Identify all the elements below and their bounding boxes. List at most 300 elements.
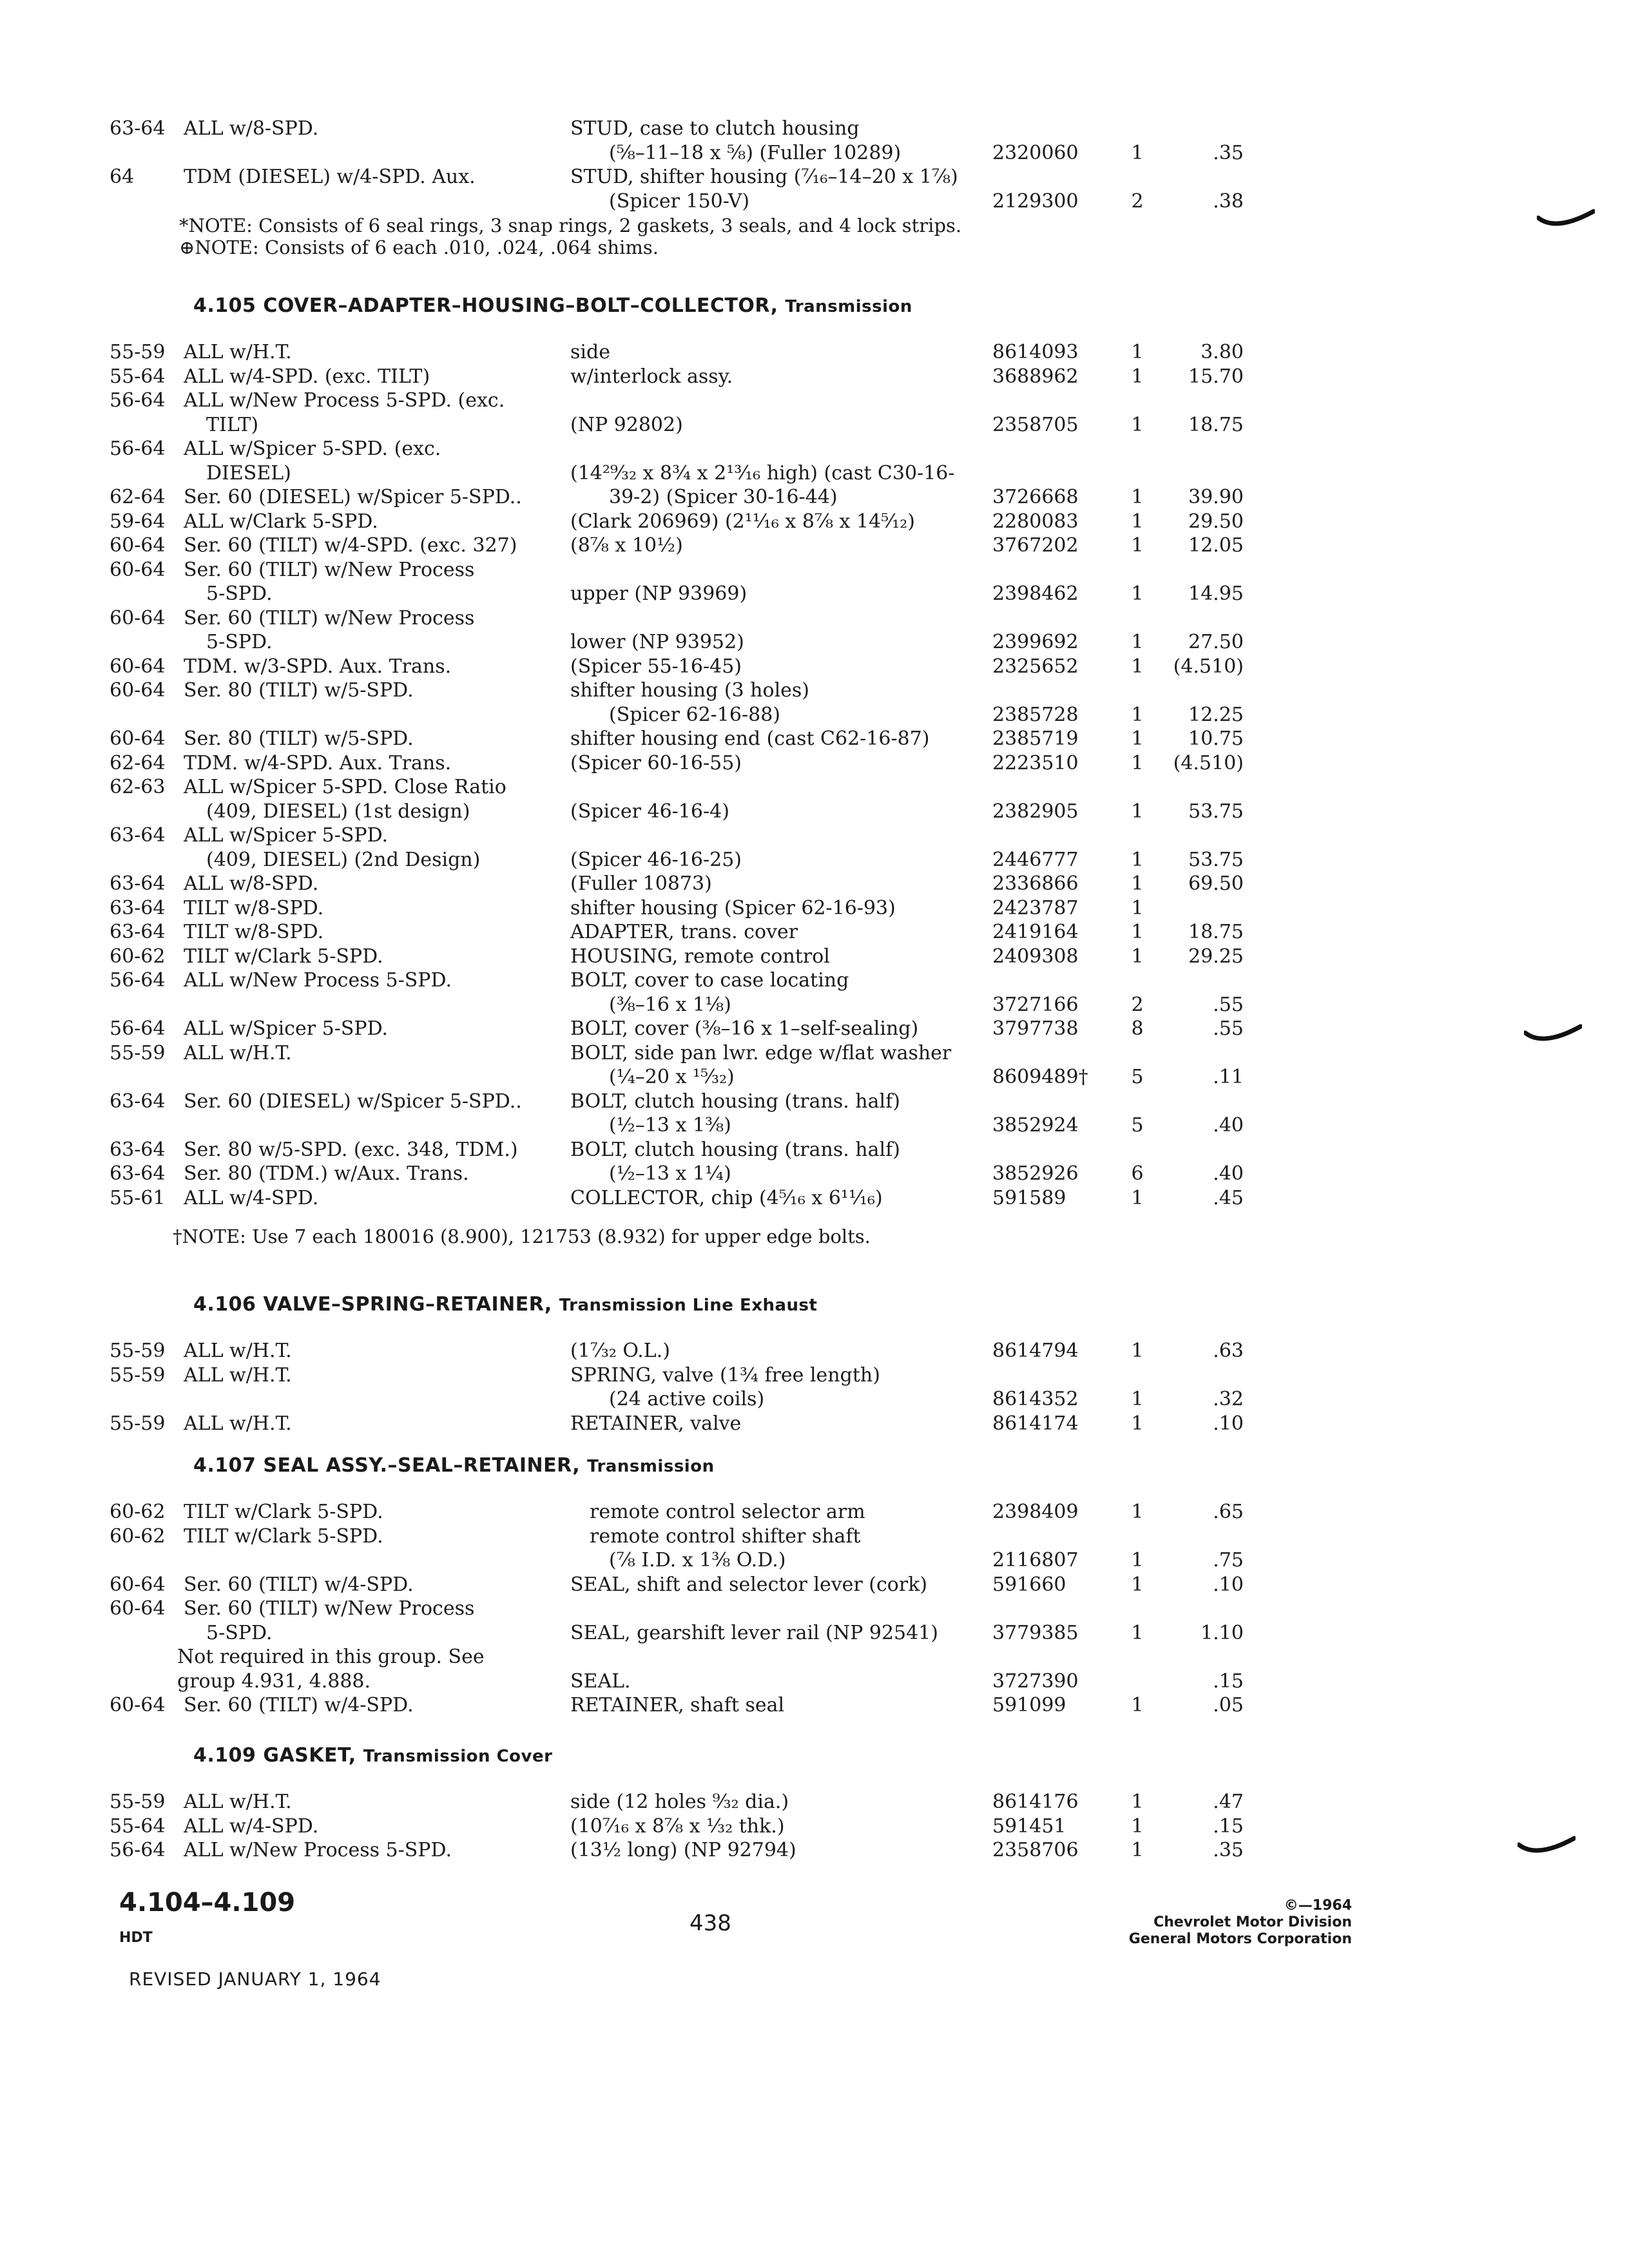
check-mark-icon	[1537, 206, 1595, 232]
price-cell: .35	[1213, 1839, 1244, 1861]
model-cell: group 4.931, 4.888.	[177, 1669, 371, 1693]
price-cell: 3.80	[1200, 341, 1244, 363]
description-cell: BOLT, clutch housing (trans. half)	[570, 1090, 900, 1113]
description-cell: (8⅞ x 10½)	[570, 534, 683, 557]
price-cell: .63	[1213, 1340, 1244, 1362]
quantity-cell: 2	[1131, 993, 1144, 1016]
model-cell: ALL w/8-SPD.	[184, 872, 319, 895]
years-cell: 63-64	[110, 1162, 166, 1185]
price-cell: 29.25	[1188, 945, 1244, 968]
model-cell: Ser. 60 (TILT) w/New Process	[184, 1597, 475, 1620]
years-cell: 55-59	[110, 1412, 166, 1435]
copyright-block	[1129, 1898, 1352, 1948]
model-cell: Not required in this group. See	[177, 1646, 485, 1668]
model-cell: 5-SPD.	[206, 631, 273, 653]
part-number-cell: 8614174	[992, 1412, 1079, 1435]
years-cell: 59-64	[110, 510, 166, 533]
quantity-cell: 1	[1131, 703, 1144, 726]
part-number-cell: 2398462	[992, 582, 1079, 605]
description-cell: (1⁷⁄₃₂ O.L.)	[570, 1340, 670, 1362]
table-row	[0, 847, 1629, 873]
table-row	[0, 189, 1629, 215]
years-cell: 62-63	[110, 776, 166, 798]
check-mark-icon	[1518, 1833, 1576, 1859]
model-cell: ALL w/H.T.	[184, 1340, 292, 1362]
table-row	[0, 1644, 1629, 1670]
years-cell: 55-61	[110, 1186, 166, 1209]
note-text: †NOTE: Use 7 each 180016 (8.900), 121753 (8.932) for upper edge bolts.	[173, 1225, 871, 1247]
years-cell: 60-62	[110, 1501, 166, 1523]
model-cell: TILT w/Clark 5-SPD.	[184, 1524, 383, 1548]
description-cell: (⅜–16 x 1⅛)	[609, 993, 731, 1016]
description-cell: (14²⁹⁄₃₂ x 8³⁄₄ x 2¹³⁄₁₆ high) (cast C30-16-	[570, 461, 955, 485]
price-cell: .38	[1213, 189, 1244, 213]
years-cell: 56-64	[110, 389, 166, 412]
description-cell: BOLT, cover (⅜–16 x 1–self-sealing)	[570, 1017, 919, 1040]
years-cell: 60-64	[110, 655, 166, 678]
description-cell: (½–13 x 1¼)	[609, 1162, 731, 1185]
part-number-cell: 8614093	[992, 341, 1079, 363]
part-number-cell: 3852926	[992, 1162, 1079, 1185]
price-cell: 29.50	[1188, 510, 1244, 533]
price-cell: .40	[1213, 1114, 1244, 1137]
model-cell: ALL w/H.T.	[184, 1791, 292, 1813]
table-row	[0, 388, 1629, 414]
model-cell: Ser. 80 (TDM.) w/Aux. Trans.	[184, 1162, 469, 1185]
model-cell: TILT w/Clark 5-SPD.	[184, 945, 383, 968]
table-row	[0, 629, 1629, 655]
description-cell: remote control shifter shaft	[590, 1524, 861, 1548]
quantity-cell: 1	[1131, 1839, 1144, 1861]
description-cell: ADAPTER, trans. cover	[570, 921, 798, 943]
table-row	[0, 1186, 1629, 1211]
table-row	[0, 751, 1629, 776]
part-number-cell: 3852924	[992, 1114, 1079, 1137]
quantity-cell: 1	[1131, 727, 1144, 750]
description-cell: (Clark 206969) (2¹¹⁄₁₆ x 8⅞ x 14⁵⁄₁₂)	[570, 510, 915, 533]
description-cell: BOLT, cover to case locating	[570, 969, 849, 992]
quantity-cell: 1	[1131, 341, 1144, 363]
quantity-cell: 6	[1131, 1162, 1144, 1185]
part-number-cell: 2325652	[992, 655, 1079, 678]
table-row	[0, 871, 1629, 897]
table-row	[0, 1596, 1629, 1622]
part-number-cell: 2382905	[992, 800, 1079, 823]
description-cell: (Spicer 62-16-88)	[609, 703, 780, 726]
part-number-cell: 8609489†	[992, 1066, 1088, 1088]
table-row	[0, 1838, 1629, 1863]
table-row	[0, 1524, 1629, 1550]
revised-date: REVISED JANUARY 1, 1964	[129, 1968, 381, 1990]
quantity-cell: 2	[1131, 189, 1144, 213]
quantity-cell: 1	[1131, 848, 1144, 871]
table-row	[0, 1016, 1629, 1042]
price-cell: 14.95	[1188, 582, 1244, 605]
section-heading	[193, 1453, 715, 1479]
table-row	[0, 533, 1629, 559]
price-cell: .45	[1213, 1186, 1244, 1209]
description-cell: (⅞ I.D. x 1⅜ O.D.)	[609, 1549, 786, 1571]
quantity-cell: 1	[1131, 1694, 1144, 1716]
quantity-cell: 1	[1131, 1412, 1144, 1435]
description-cell: upper (NP 93969)	[570, 582, 747, 605]
table-row	[0, 412, 1629, 438]
price-cell: .11	[1213, 1066, 1244, 1088]
model-cell: 5-SPD.	[206, 1621, 273, 1644]
quantity-cell: 1	[1131, 141, 1144, 164]
model-cell: ALL w/4-SPD.	[184, 1186, 319, 1209]
model-cell: Ser. 60 (TILT) w/4-SPD.	[184, 1573, 414, 1596]
model-cell: ALL w/H.T.	[184, 341, 292, 363]
years-cell: 60-64	[110, 679, 166, 702]
description-cell: (½–13 x 1⅜)	[609, 1114, 731, 1137]
check-mark-icon	[1524, 1021, 1582, 1047]
quantity-cell: 1	[1131, 1814, 1144, 1838]
section-subtitle: Transmission	[587, 1457, 715, 1476]
price-cell: .55	[1213, 1017, 1244, 1040]
description-cell: SEAL.	[570, 1669, 631, 1693]
description-cell: SEAL, shift and selector lever (cork)	[570, 1573, 928, 1596]
model-cell: ALL w/8-SPD.	[184, 117, 319, 140]
part-number-cell: 591589	[992, 1186, 1066, 1209]
section-heading	[193, 293, 912, 320]
model-cell: Ser. 80 (TILT) w/5-SPD.	[184, 679, 414, 702]
note-text: ⊕NOTE: Consists of 6 each .010, .024, .064 shims.	[179, 236, 659, 258]
model-cell: Ser. 60 (TILT) w/New Process	[184, 606, 475, 629]
model-cell: ALL w/Spicer 5-SPD.	[184, 1017, 389, 1040]
years-cell: 60-64	[110, 727, 166, 750]
section-title: 4.106 VALVE–SPRING–RETAINER,	[193, 1293, 552, 1316]
quantity-cell: 1	[1131, 1573, 1144, 1596]
part-number-cell: 2423787	[992, 896, 1079, 919]
table-row	[0, 364, 1629, 390]
model-cell: TILT w/Clark 5-SPD.	[184, 1501, 383, 1523]
part-number-cell: 2280083	[992, 510, 1079, 533]
price-cell: 53.75	[1188, 848, 1244, 871]
quantity-cell: 1	[1131, 534, 1144, 557]
part-number-cell: 2409308	[992, 945, 1079, 968]
table-row	[0, 1161, 1629, 1187]
years-cell: 63-64	[110, 1138, 166, 1161]
description-cell: (Spicer 55-16-45)	[570, 655, 742, 678]
price-cell: .65	[1213, 1501, 1244, 1523]
table-row	[0, 581, 1629, 607]
description-cell: HOUSING, remote control	[570, 945, 830, 968]
price-cell: 53.75	[1188, 800, 1244, 823]
part-number-cell: 591660	[992, 1573, 1066, 1596]
price-cell: (4.510)	[1173, 751, 1244, 774]
part-number-cell: 2399692	[992, 631, 1079, 653]
years-cell: 62-64	[110, 751, 166, 774]
description-cell: STUD, case to clutch housing	[570, 117, 860, 140]
years-cell: 56-64	[110, 1017, 166, 1040]
model-cell: ALL w/H.T.	[184, 1412, 292, 1435]
quantity-cell: 1	[1131, 1186, 1144, 1209]
table-row	[0, 774, 1629, 800]
years-cell: 55-59	[110, 1363, 166, 1387]
description-cell: SPRING, valve (1¾ free length)	[570, 1363, 880, 1387]
model-cell: Ser. 80 (TILT) w/5-SPD.	[184, 727, 414, 750]
quantity-cell: 1	[1131, 655, 1144, 678]
price-cell: 15.70	[1188, 365, 1244, 388]
table-row	[0, 1363, 1629, 1389]
description-cell: STUD, shifter housing (⁷⁄₁₆–14–20 x 1⁷⁄₈)	[570, 166, 958, 188]
table-row	[0, 1693, 1629, 1718]
part-number-cell: 2320060	[992, 141, 1079, 164]
table-row	[0, 1338, 1629, 1364]
part-number-cell: 8614176	[992, 1791, 1079, 1813]
years-cell: 55-59	[110, 1340, 166, 1362]
years-cell: 64	[110, 166, 135, 188]
model-cell: (409, DIESEL) (1st design)	[206, 800, 470, 823]
description-cell: side (12 holes ⁹⁄₃₂ dia.)	[570, 1791, 789, 1813]
corporation: General Motors Corporation	[1128, 1931, 1352, 1947]
model-cell: TDM. w/3-SPD. Aux. Trans.	[184, 655, 452, 678]
description-cell: shifter housing (3 holes)	[570, 679, 810, 702]
quantity-cell: 1	[1131, 486, 1144, 508]
price-cell: .05	[1213, 1694, 1244, 1716]
part-number-cell: 2385719	[992, 727, 1079, 750]
quantity-cell: 1	[1131, 1621, 1144, 1644]
price-cell: 18.75	[1188, 413, 1244, 436]
price-cell: (4.510)	[1173, 655, 1244, 678]
quantity-cell: 1	[1131, 1549, 1144, 1571]
table-row	[0, 799, 1629, 825]
description-cell: lower (NP 93952)	[570, 631, 744, 653]
price-cell: .15	[1213, 1669, 1244, 1693]
quantity-cell: 1	[1131, 872, 1144, 895]
part-number-cell: 3688962	[992, 365, 1079, 388]
table-row	[0, 1789, 1629, 1815]
years-cell: 62-64	[110, 486, 166, 508]
price-cell: .35	[1213, 141, 1244, 164]
description-cell: (13½ long) (NP 92794)	[570, 1839, 796, 1861]
price-cell: .47	[1213, 1791, 1244, 1813]
description-cell: RETAINER, shaft seal	[570, 1694, 785, 1716]
part-number-cell: 2116807	[992, 1549, 1079, 1571]
price-cell: 12.25	[1188, 703, 1244, 726]
part-number-cell: 3727390	[992, 1669, 1079, 1693]
price-cell: 69.50	[1188, 872, 1244, 895]
years-cell: 60-64	[110, 1573, 166, 1596]
model-cell: ALL w/New Process 5-SPD.	[184, 1839, 452, 1861]
table-row	[0, 1620, 1629, 1646]
part-number-cell: 3797738	[992, 1017, 1079, 1040]
division: Chevrolet Motor Division	[1153, 1914, 1352, 1930]
price-cell: .75	[1213, 1549, 1244, 1571]
table-row	[0, 436, 1629, 462]
section-subtitle: Transmission Cover	[363, 1747, 553, 1766]
model-cell: TDM (DIESEL) w/4-SPD. Aux.	[184, 166, 476, 188]
years-cell: 60-64	[110, 534, 166, 557]
model-cell: TILT w/8-SPD.	[184, 921, 324, 943]
table-row	[0, 1113, 1629, 1139]
description-cell: (NP 92802)	[570, 413, 683, 436]
table-row	[0, 919, 1629, 945]
quantity-cell: 1	[1131, 945, 1144, 968]
description-cell: remote control selector arm	[590, 1501, 865, 1523]
quantity-cell: 1	[1131, 510, 1144, 533]
description-cell: (¼–20 x ¹⁵⁄₃₂)	[609, 1066, 735, 1088]
price-cell: 18.75	[1188, 921, 1244, 943]
model-cell: Ser. 60 (TILT) w/4-SPD.	[184, 1694, 414, 1716]
model-cell: ALL w/Spicer 5-SPD.	[184, 824, 389, 847]
quantity-cell: 1	[1131, 1791, 1144, 1813]
quantity-cell: 1	[1131, 365, 1144, 388]
years-cell: 56-64	[110, 437, 166, 460]
years-cell: 63-64	[110, 117, 166, 140]
description-cell: (⅝–11–18 x ⅝) (Fuller 10289)	[609, 141, 901, 164]
price-cell: 12.05	[1188, 534, 1244, 557]
section-title: 4.105 COVER–ADAPTER–HOUSING–BOLT–COLLECTOR,	[193, 294, 778, 317]
years-cell: 60-64	[110, 1597, 166, 1620]
description-cell: (Spicer 46-16-25)	[570, 848, 742, 871]
part-number-cell: 591099	[992, 1694, 1066, 1716]
part-number-cell: 2336866	[992, 872, 1079, 895]
price-cell: 27.50	[1188, 631, 1244, 653]
description-cell: RETAINER, valve	[570, 1412, 742, 1435]
section-title: 4.107 SEAL ASSY.–SEAL–RETAINER,	[193, 1454, 581, 1477]
description-cell: (Spicer 60-16-55)	[570, 751, 742, 774]
description-cell: (24 active coils)	[609, 1388, 765, 1410]
page-number: 438	[689, 1910, 731, 1936]
table-row	[0, 1814, 1629, 1840]
model-cell: TDM. w/4-SPD. Aux. Trans.	[184, 751, 452, 774]
description-cell: w/interlock assy.	[570, 365, 733, 388]
model-cell: TILT w/8-SPD.	[184, 896, 324, 919]
table-row	[0, 1669, 1629, 1695]
price-cell: 10.75	[1188, 727, 1244, 750]
description-cell: COLLECTOR, chip (4⁵⁄₁₆ x 6¹¹⁄₁₆)	[570, 1186, 883, 1209]
description-cell: BOLT, side pan lwr. edge w/flat washer	[570, 1041, 952, 1064]
price-cell: 39.90	[1188, 486, 1244, 508]
price-cell: .10	[1213, 1573, 1244, 1596]
years-cell: 55-59	[110, 1041, 166, 1064]
description-cell: (Fuller 10873)	[570, 872, 712, 895]
quantity-cell: 5	[1131, 1114, 1144, 1137]
table-row	[0, 1387, 1629, 1412]
quantity-cell: 1	[1131, 921, 1144, 943]
table-row	[0, 896, 1629, 921]
quantity-cell: 8	[1131, 1017, 1144, 1040]
section-heading	[193, 1292, 817, 1318]
table-row	[0, 140, 1629, 166]
note-text: *NOTE: Consists of 6 seal rings, 3 snap rings, 2 gaskets, 3 seals, and 4 lock strips.	[179, 215, 962, 236]
table-row	[0, 509, 1629, 535]
quantity-cell: 1	[1131, 1388, 1144, 1410]
price-cell: .32	[1213, 1388, 1244, 1410]
table-row	[0, 557, 1629, 583]
model-cell: Ser. 80 w/5-SPD. (exc. 348, TDM.)	[184, 1138, 518, 1161]
part-number-cell: 2446777	[992, 848, 1079, 871]
part-number-cell: 8614794	[992, 1340, 1079, 1362]
years-cell: 63-64	[110, 824, 166, 847]
table-row	[0, 1548, 1629, 1573]
years-cell: 60-62	[110, 945, 166, 968]
table-row	[0, 992, 1629, 1018]
years-cell: 56-64	[110, 969, 166, 992]
description-cell: shifter housing end (cast C62-16-87)	[570, 727, 930, 750]
table-row	[0, 164, 1629, 190]
quantity-cell: 1	[1131, 1501, 1144, 1523]
years-cell: 60-62	[110, 1524, 166, 1548]
model-cell: ALL w/H.T.	[184, 1363, 292, 1387]
model-cell: ALL w/Clark 5-SPD.	[184, 510, 378, 533]
copyright: ©—1964	[1284, 1898, 1352, 1914]
table-row	[0, 1137, 1629, 1163]
quantity-cell: 1	[1131, 582, 1144, 605]
description-cell: 39-2) (Spicer 30-16-44)	[609, 486, 838, 508]
years-cell: 60-64	[110, 558, 166, 581]
table-row	[0, 1572, 1629, 1598]
model-cell: 5-SPD.	[206, 582, 273, 605]
price-cell: .40	[1213, 1162, 1244, 1185]
quantity-cell: 1	[1131, 1340, 1144, 1362]
model-cell: Ser. 60 (DIESEL) w/Spicer 5-SPD..	[184, 486, 522, 508]
model-cell: Ser. 60 (DIESEL) w/Spicer 5-SPD..	[184, 1090, 522, 1113]
quantity-cell: 1	[1131, 896, 1144, 919]
years-cell: 55-64	[110, 365, 166, 388]
years-cell: 63-64	[110, 896, 166, 919]
model-cell: ALL w/New Process 5-SPD. (exc.	[184, 389, 505, 412]
years-cell: 60-64	[110, 606, 166, 629]
part-number-cell: 2358706	[992, 1839, 1079, 1861]
part-number-cell: 3779385	[992, 1621, 1079, 1644]
table-row	[0, 116, 1629, 142]
description-cell: (Spicer 46-16-4)	[570, 800, 729, 823]
part-number-cell: 3726668	[992, 486, 1079, 508]
model-cell: ALL w/Spicer 5-SPD. Close Ratio	[184, 776, 506, 798]
table-row	[0, 968, 1629, 994]
quantity-cell: 1	[1131, 413, 1144, 436]
model-cell: ALL w/4-SPD.	[184, 1814, 319, 1838]
part-number-cell: 3767202	[992, 534, 1079, 557]
table-row	[0, 1089, 1629, 1115]
model-cell: TILT)	[206, 413, 259, 436]
table-row	[0, 485, 1629, 510]
model-cell: ALL w/H.T.	[184, 1041, 292, 1064]
part-number-cell: 2385728	[992, 703, 1079, 726]
price-cell: .10	[1213, 1412, 1244, 1435]
part-number-cell: 591451	[992, 1814, 1066, 1838]
model-cell: (409, DIESEL) (2nd Design)	[206, 848, 481, 871]
years-cell: 55-59	[110, 341, 166, 363]
years-cell: 63-64	[110, 921, 166, 943]
table-row	[0, 1041, 1629, 1066]
description-cell: (Spicer 150-V)	[609, 189, 750, 213]
section-heading	[193, 1743, 552, 1769]
model-cell: ALL w/Spicer 5-SPD. (exc.	[184, 437, 441, 460]
group-range: 4.104–4.109	[119, 1888, 296, 1917]
table-row	[0, 1499, 1629, 1525]
quantity-cell: 5	[1131, 1066, 1144, 1088]
table-row	[0, 340, 1629, 365]
section-title: 4.109 GASKET,	[193, 1744, 356, 1767]
table-row	[0, 823, 1629, 849]
description-cell: (10⁷⁄₁₆ x 8⅞ x ⅟₃₂ thk.)	[570, 1814, 785, 1838]
table-row	[0, 678, 1629, 704]
model-cell: ALL w/4-SPD. (exc. TILT)	[184, 365, 430, 388]
description-cell: BOLT, clutch housing (trans. half)	[570, 1138, 900, 1161]
table-row	[0, 606, 1629, 631]
model-cell: ALL w/New Process 5-SPD.	[184, 969, 452, 992]
description-cell: shifter housing (Spicer 62-16-93)	[570, 896, 896, 919]
years-cell: 60-64	[110, 1694, 166, 1716]
price-cell: .55	[1213, 993, 1244, 1016]
years-cell: 56-64	[110, 1839, 166, 1861]
years-cell: 63-64	[110, 872, 166, 895]
part-number-cell: 8614352	[992, 1388, 1079, 1410]
